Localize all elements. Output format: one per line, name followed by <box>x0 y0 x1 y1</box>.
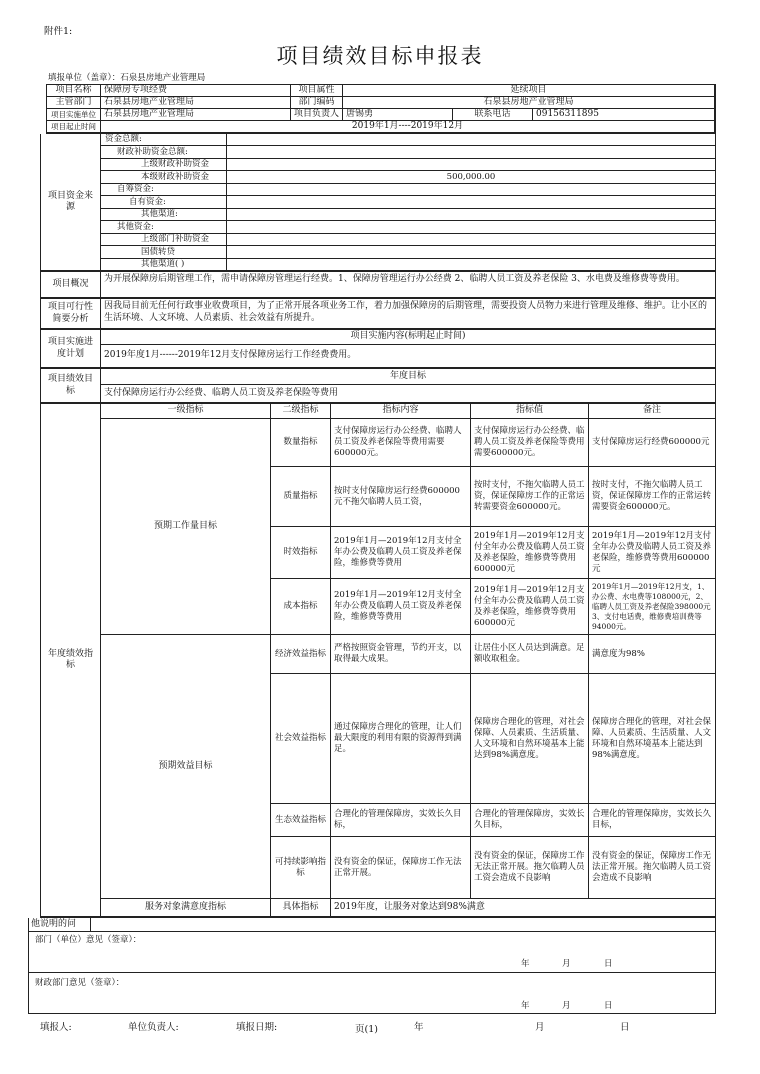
fund-row-value <box>227 246 715 259</box>
fund-row-name: 其他资金: <box>101 221 227 234</box>
phone-label: 联系电话 <box>453 109 533 121</box>
fund-row-value <box>227 234 715 246</box>
footer-month: 月 <box>535 1022 545 1033</box>
satisfaction-l2: 具体指标 <box>271 899 331 917</box>
fund-row-name: 国债转贷 <box>101 246 227 259</box>
indicator-level2: 可持续影响指标 <box>271 837 331 899</box>
indicator-level2: 社会效益指标 <box>271 674 331 804</box>
col-remark: 备注 <box>589 404 715 419</box>
project-attr-label: 项目属性 <box>291 85 343 97</box>
fund-row-value <box>227 259 715 271</box>
indicator-remark: 按时支付，不拖欠临聘人员工资，保证保障房工作的正常运转需要资金600000元。 <box>589 467 715 527</box>
feasibility-grid <box>40 299 716 330</box>
attachment-label: 附件1: <box>44 26 73 37</box>
indicator-remark: 2019年1月—2019年12月支付全年办公费及临聘人员工资及养老保险，维修费等费用600000元 <box>589 527 715 579</box>
goal-header: 年度目标 <box>101 369 715 385</box>
overview-label: 项目概况 <box>41 272 101 298</box>
indicator-level2: 生态效益指标 <box>271 804 331 837</box>
goal-grid <box>40 369 716 404</box>
fund-row-value <box>227 221 715 234</box>
overview-grid <box>40 272 716 299</box>
indicator-value: 2019年1月—2019年12月支付全年办公费及临聘人员工资及养老保险，维修费等费用600000元 <box>471 527 589 579</box>
schedule-text: 2019年度1月------2019年12月支付保障房运行工作经费费用。 <box>101 345 715 368</box>
leader: 唐锡勇 <box>343 109 453 121</box>
project-name-label: 项目名称 <box>47 85 101 97</box>
fund-row-name: 本级财政补助资金 <box>101 171 227 184</box>
schedule-label: 项目实施进度计划 <box>41 330 101 368</box>
finance-date-month: 月 <box>562 1001 571 1011</box>
footer-year: 年 <box>414 1022 424 1033</box>
indicator-remark: 保障房合理化的管理，对社会保障、人员素质、生活质量、人文环境和自然环境基本上能达到98%满意度。 <box>589 674 715 804</box>
opinions-grid <box>28 918 716 1014</box>
indicator-value: 没有资金的保证，保障房工作无法正常开展。拖欠临聘人员工资会造成不良影响 <box>471 837 589 899</box>
indicators-side-label: 年度绩效指标 <box>41 404 101 917</box>
indicator-content: 2019年1月—2019年12月支付全年办公费及临聘人员工资及养老保险，维修费等费用 <box>331 579 471 635</box>
indicator-value: 合理化的管理保障房，实效长久目标， <box>471 804 589 837</box>
dept-opinion-label: 部门（单位）意见（签章）： <box>35 935 142 945</box>
indicators-grid <box>40 404 716 918</box>
fund-row-value <box>227 146 715 159</box>
phone: 09156311895 <box>533 109 715 121</box>
fund-row-name: 资金总额: <box>101 134 227 146</box>
fund-row-value <box>227 196 715 209</box>
indicator-value: 让居住小区人员达到满意。足额收取租金。 <box>471 635 589 674</box>
indicator-content: 通过保障房合理化的管理，让人们最大限度的利用有限的资源得到满足。 <box>331 674 471 804</box>
col-value: 指标值 <box>471 404 589 419</box>
fund-row-value <box>227 209 715 221</box>
schedule-header: 项目实施内容(标明起止时间) <box>101 330 715 345</box>
overview-text: 为开展保障房后期管理工作，需申请保障房管理运行经费。1、保障房管理运行办公经费 2、临聘人员工资及养老保险 3、水电费及维修费等费用。 <box>101 272 715 298</box>
leader-label: 项目负责人 <box>291 109 343 121</box>
dept-date-month: 月 <box>562 959 571 969</box>
other-notes-label: 他说明的问 <box>29 918 91 932</box>
fund-row-name: 其他渠道( ) <box>101 259 227 271</box>
fund-row-value <box>227 184 715 196</box>
page-title: 项目绩效目标申报表 <box>276 44 484 68</box>
col-level1: 一级指标 <box>101 404 271 419</box>
footer-fill-date: 填报日期: <box>236 1022 278 1033</box>
schedule-grid <box>40 330 716 369</box>
impl-unit: 石泉县房地产业管理局 <box>101 109 291 121</box>
indicator-remark: 没有资金的保证，保障房工作无法正常开展。拖欠临聘人员工资会造成不良影响 <box>589 837 715 899</box>
impl-unit-label: 项目实施单位 <box>47 109 101 121</box>
indicator-level2: 成本指标 <box>271 579 331 635</box>
dept-code: 石泉县房地产业管理局 <box>343 97 715 109</box>
funds-label: 项目资金来源 <box>41 134 101 271</box>
satisfaction-l1: 服务对象满意度指标 <box>101 899 271 917</box>
indicator-remark: 支付保障房运行经费600000元 <box>589 419 715 467</box>
finance-date-year: 年 <box>521 1001 530 1011</box>
footer-filler: 填报人: <box>40 1022 72 1033</box>
indicator-content: 按时支付保障房运行经费600000元不拖欠临聘人员工资， <box>331 467 471 527</box>
col-content: 指标内容 <box>331 404 471 419</box>
dept-label: 主管部门 <box>47 97 101 109</box>
finance-date-day: 日 <box>604 1001 613 1011</box>
funds-grid <box>40 134 716 272</box>
fund-row-value <box>227 159 715 171</box>
indicator-value: 支付保障房运行办公经费、临聘人员工资及养老保险等费用需要600000元。 <box>471 419 589 467</box>
indicator-value: 2019年1月—2019年12月支付全年办公费及临聘人员工资及养老保险，维修费等费用600000元 <box>471 579 589 635</box>
group-workload: 预期工作量目标 <box>101 419 271 635</box>
indicator-content: 2019年1月—2019年12月支付全年办公费及临聘人员工资及养老保险，维修费等费用 <box>331 527 471 579</box>
period-label: 项目起止时间 <box>47 121 101 133</box>
indicator-content: 没有资金的保证，保障房工作无法正常开展。 <box>331 837 471 899</box>
goal-text: 支付保障房运行办公经费、临聘人员工资及养老保险等费用 <box>101 385 715 403</box>
fund-row-name: 上级财政补助资金 <box>101 159 227 171</box>
fund-row-name: 自筹资金: <box>101 184 227 196</box>
finance-opinion-label: 财政部门意见（签章）： <box>35 978 125 988</box>
footer-day: 日 <box>620 1022 630 1033</box>
filler-unit: 填报单位（盖章）：石泉县房地产业管理局 <box>48 73 206 83</box>
indicator-level2: 质量指标 <box>271 467 331 527</box>
project-name: 保障房专项经费 <box>101 85 291 97</box>
group-benefit: 预期效益目标 <box>101 635 271 899</box>
feasibility-text: 因我局目前无任何行政事业收费项目，为了正常开展各项业务工作，着力加强保障房的后期管理，需要投资人员物力来进行管理及维修、维护。让小区的生活环境、人文环境、人员素质、社会效益有所提升。 <box>101 299 715 329</box>
other-notes-value <box>91 918 715 932</box>
fund-row-name: 上级部门补助资金 <box>101 234 227 246</box>
indicator-value: 保障房合理化的管理，对社会保障、人员素质、生活质量、人文环境和自然环境基本上能达到98%满意度。 <box>471 674 589 804</box>
indicator-remark: 合理化的管理保障房，实效长久目标， <box>589 804 715 837</box>
feasibility-label: 项目可行性简要分析 <box>41 299 101 329</box>
indicator-remark: 满意度为98% <box>589 635 715 674</box>
dept-date-year: 年 <box>521 959 530 969</box>
footer-page: 页(1) <box>355 1024 378 1035</box>
indicator-value: 按时支付，不拖欠临聘人员工资，保证保障房工作的正常运转需要资金600000元。 <box>471 467 589 527</box>
fund-row-value <box>227 134 715 146</box>
fund-row-value: 500,000.00 <box>227 171 715 184</box>
dept-code-label: 部门编码 <box>291 97 343 109</box>
header-grid <box>46 84 716 134</box>
indicator-level2: 经济效益指标 <box>271 635 331 674</box>
col-level2: 二级指标 <box>271 404 331 419</box>
fund-row-name: 财政补助资金总额: <box>101 146 227 159</box>
goal-label: 项目绩效目标 <box>41 369 101 403</box>
fund-row-name: 自有资金: <box>101 196 227 209</box>
satisfaction-text: 2019年度，让服务对象达到98%满意 <box>331 899 715 917</box>
period: 2019年1月----2019年12月 <box>101 121 715 133</box>
project-attr: 延续项目 <box>343 85 715 97</box>
dept-date-day: 日 <box>604 959 613 969</box>
indicator-level2: 数量指标 <box>271 419 331 467</box>
dept: 石泉县房地产业管理局 <box>101 97 291 109</box>
indicator-content: 严格按照资金管理，节约开支，以取得最大成果。 <box>331 635 471 674</box>
fund-row-name: 其他渠道: <box>101 209 227 221</box>
indicator-remark: 2019年1月—2019年12月支，1、办公费、水电费等108000元，2、临聘人员工资及养老保险398000元3、支付电话费，维修费培训费等94000元。 <box>589 579 715 635</box>
indicator-content: 合理化的管理保障房，实效长久目标， <box>331 804 471 837</box>
footer-unit-leader: 单位负责人: <box>128 1022 179 1033</box>
indicator-content: 支付保障房运行办公经费、临聘人员工资及养老保险等费用需要600000元。 <box>331 419 471 467</box>
indicator-level2: 时效指标 <box>271 527 331 579</box>
